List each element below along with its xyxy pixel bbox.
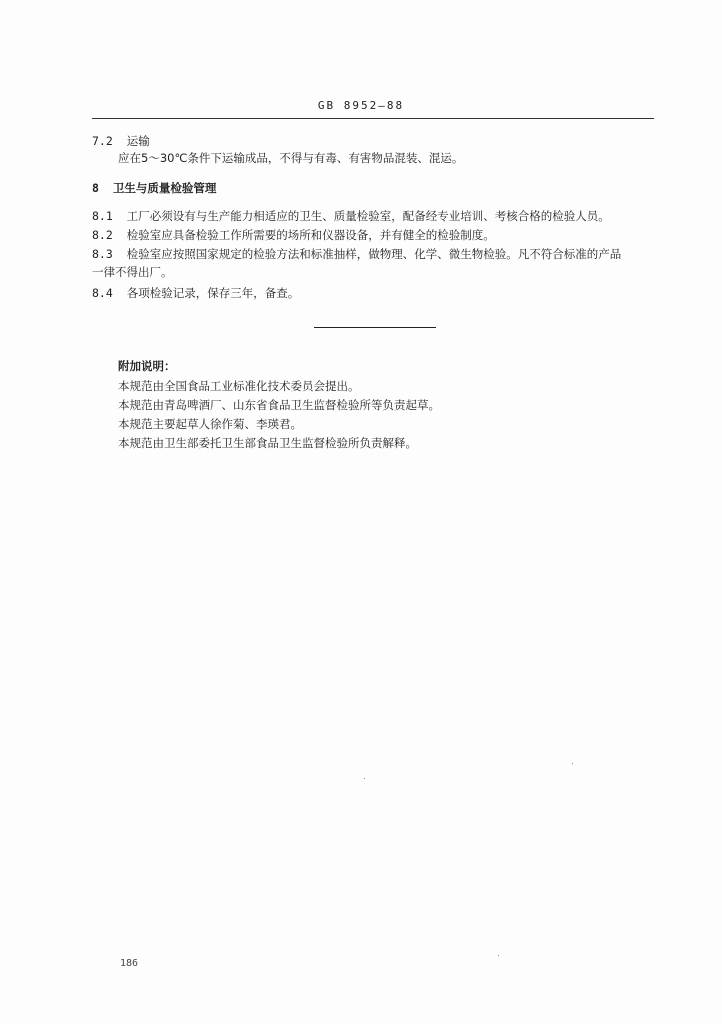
section-separator-rule <box>314 327 436 328</box>
additional-notes-line: 本规范由全国食品工业标准化技术委员会提出。 <box>118 379 360 393</box>
section-title: 运输 <box>126 134 150 148</box>
header-rule <box>92 118 654 119</box>
section-7-2-heading <box>92 133 150 149</box>
section-8-1 <box>92 208 610 224</box>
section-8-heading <box>92 180 216 196</box>
section-8-2 <box>92 227 495 243</box>
section-8-3 <box>92 246 621 262</box>
additional-notes-line: 本规范由青岛啤酒厂、山东省食品卫生监督检验所等负责起草。 <box>118 398 440 412</box>
additional-notes-heading: 附加说明： <box>118 359 176 373</box>
section-text: 工厂必须设有与生产能力相适应的卫生、质量检验室，配备经专业培训、考核合格的检验人员。 <box>126 209 610 223</box>
section-number: 8 <box>92 181 99 195</box>
section-text: 各项检验记录，保存三年，备查。 <box>126 286 300 300</box>
section-text: 检验室应按照国家规定的检验方法和标准抽样，做物理、化学、微生物检验。凡不符合标准的产品 <box>126 247 622 261</box>
section-number: 8.4 <box>92 286 113 300</box>
additional-notes-line: 本规范主要起草人徐作菊、李瑛君。 <box>118 417 302 431</box>
scan-speck <box>364 778 365 779</box>
page-number: 186 <box>120 958 139 969</box>
additional-notes-line: 本规范由卫生部委托卫生部食品卫生监督检验所负责解释。 <box>118 436 417 450</box>
section-number: 7.2 <box>92 134 113 148</box>
section-7-2-text: 应在5～30℃条件下运输成品，不得与有毒、有害物品混装、混运。 <box>118 151 464 165</box>
section-number: 8.2 <box>92 228 113 242</box>
section-number: 8.3 <box>92 247 113 261</box>
section-8-3-continued: 一律不得出厂。 <box>92 265 173 279</box>
scan-speck <box>498 955 499 956</box>
standard-code-header: GB 8952—88 <box>317 99 405 112</box>
section-8-4 <box>92 285 299 301</box>
section-title: 卫生与质量检验管理 <box>112 181 217 195</box>
section-number: 8.1 <box>92 209 113 223</box>
section-text: 检验室应具备检验工作所需要的场所和仪器设备，并有健全的检验制度。 <box>126 228 495 242</box>
scan-speck <box>572 763 573 764</box>
